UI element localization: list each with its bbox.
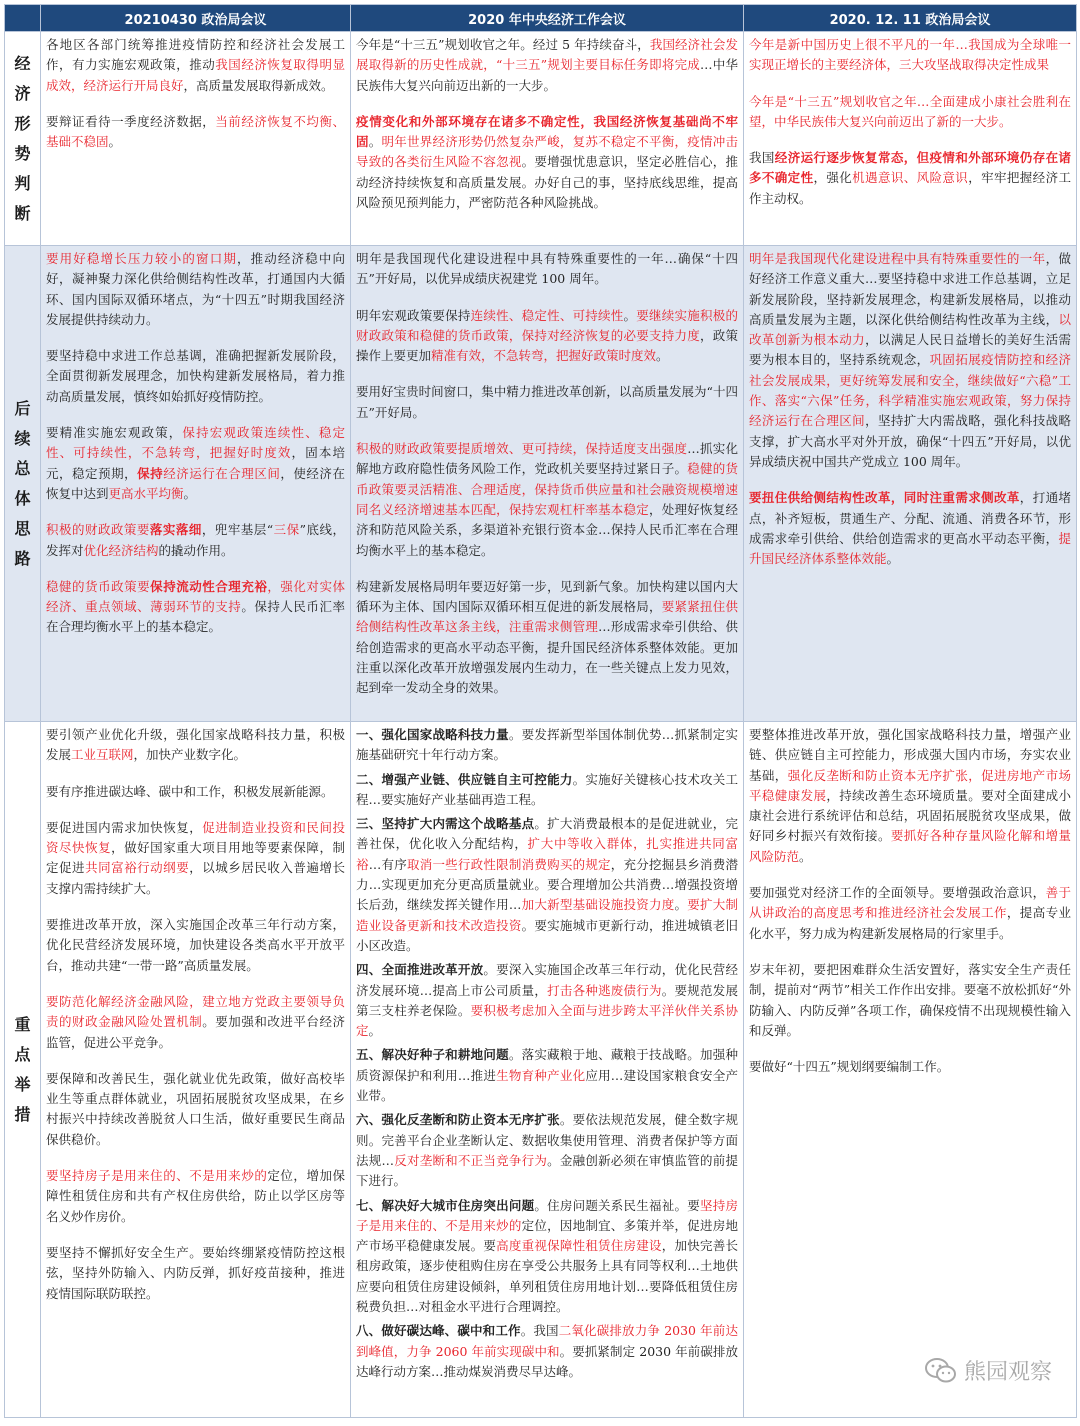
text-run: ，做好国家重大项目用地等要素保障，制定促进 (46, 840, 345, 876)
cell-paragraph (46, 782, 345, 802)
text-run: 优化经济结构 (83, 542, 159, 558)
text-run: ，强化 (813, 170, 853, 186)
text-run: 落实落细 (149, 522, 202, 538)
text-run: ，政策操作上要更加 (356, 327, 738, 364)
text-run: 要用好宝贵时间窗口，集中精力推进改革创新，以高质量发展为“十四五”开好局。 (356, 384, 738, 420)
header-row (5, 5, 1077, 32)
text-run: 疫情变化和外部环境存在诸多不确定性，我国经济恢复基础尚不牢固 (356, 113, 738, 150)
text-run: 定位，因地制宜、多策并举，促进房地产市场平稳健康发展。要 (356, 1217, 738, 1254)
row-label-char: 判 (14, 173, 31, 193)
row-economic-assessment (5, 32, 1077, 246)
cell-paragraph (749, 725, 1071, 867)
watermark (924, 1355, 1052, 1386)
text-run: 的撬动作用。 (158, 542, 234, 558)
text-run: 二氧化碳排放力争 2030 年前达到峰值，力争 2060 年前实现碳中和 (356, 1323, 738, 1359)
cell-paragraph (749, 249, 1071, 472)
text-run: ，持续改善生态环境质量。要对全面建成小康社会进行系统评估和总结，巩固拓展脱贫攻坚成果，做好同乡村振兴有效衔接。 (749, 787, 1071, 844)
text-run: 。要实施城市更新行动，推进城镇老旧小区改造。 (356, 917, 738, 953)
text-run: …形成需求牵引供给、供给创造需求的更高水平动态平衡，提升国民经济体系整体效能。更加注重以深化改革开放增强发展内生动力，在一些关键点上发力见效，起到牵一发动全身的效果。 (356, 619, 738, 696)
header-col-1: 20210430 政治局会议 (41, 5, 351, 32)
text-run: 一、强化国家战略科技力量 (356, 727, 509, 742)
text-run: …有序 (368, 856, 407, 872)
cell-paragraph (749, 960, 1071, 1041)
cell-paragraph (356, 814, 738, 956)
text-run: 今年是“十三五”规划收官之年。经过 5 年持续奋斗， (356, 37, 650, 52)
text-run: 促进制造业投资和民间投资尽快恢复 (46, 819, 345, 856)
row-label (5, 722, 41, 1418)
cell-paragraph (46, 725, 345, 766)
text-run: ，高质量发展取得新成效。 (183, 77, 334, 93)
row-label-char: 体 (14, 488, 31, 508)
cell-col-2 (351, 722, 744, 1418)
text-run: 要引领产业优化升级，强化国家战略科技力量，积极发展 (46, 727, 345, 763)
cell-col-2 (351, 246, 744, 722)
row-label-char: 思 (14, 518, 31, 538)
text-run: ，坚持扩大内需战略，强化科技战略支撑，扩大高水平对外开放，确保“十四五”开好局，以优异成绩庆祝中国共产党成立 100 周年。 (749, 413, 1071, 469)
text-run: 岁末年初，要把困难群众生活安置好，落实安全生产责任制，提前对“两节”相关工作作出安排。要毫不放松抓好“外防输入、内防反弹”各项工作，确保疫情不出现规模性输入和反弹。 (749, 961, 1071, 1038)
text-run: ，加快完善长租房政策，逐步使租购住房在享受公共服务上具有同等权利…土地供应要向租赁住房建设倾斜，单列租赁住房用地计划…要降低租赁住房税费负担…对租金水平进行合理调控。 (356, 1238, 738, 1315)
text-run: 要辩证看待一季度经济数据， (46, 113, 216, 129)
text-run: 。要增强忧患意识，坚定必胜信心，推动经济持续恢复和高质量发展。办好自己的事，坚持底线思维，提高风险预见预判能力，严密防范各种风险挑战。 (356, 154, 738, 211)
cell-paragraph (356, 439, 738, 561)
text-run: ，充分挖掘县乡消费潜力…实现更加充分更高质量就业。要合理增加公共消费…增强投资增长后劲，继续发挥关键作用… (356, 856, 738, 913)
cell-col-1 (41, 722, 351, 1418)
text-run: 三、坚持扩大内需这个战略基点 (356, 816, 535, 832)
text-run: 我国 (749, 150, 775, 166)
cell-paragraph (46, 249, 345, 330)
cell-paragraph (749, 92, 1071, 133)
text-run: 我国经济社会发展取得新的历史性成就，“十三五”规划主要目标任务即将完成 (356, 37, 738, 73)
text-run: 。 (656, 348, 669, 364)
text-run: 共同富裕行动纲要 (85, 860, 190, 876)
text-run: 。要深入实施国企改革三年行动，优化民营经济发展环境…提高上市公司质量， (356, 962, 738, 998)
text-run: 今年是“十三五”规划收官之年…全面建成小康社会胜利在望，中华民族伟大复兴向前迈出了新的一大步。 (749, 93, 1071, 129)
text-run: 。我国 (520, 1323, 559, 1339)
cell-paragraph (356, 1196, 738, 1318)
header-col-3: 2020. 12. 11 政治局会议 (744, 5, 1077, 32)
text-run: 。 (623, 307, 637, 323)
cell-paragraph (46, 1166, 345, 1227)
text-run: 定位，增加保障性租赁住房和共有产权住房供给，防止以学区房等名义炒作房价。 (46, 1168, 345, 1224)
text-run: ，强化对实体经济、重点领域、薄弱环节的支持 (46, 578, 345, 615)
text-run: 当前经济恢复不均衡、基础不稳固 (46, 113, 345, 150)
text-run: 要推进改革开放，深入实施国企改革三年行动方案，优化民营经济发展环境，加快建设各类高水平开放平台，推动共建“一带一路”高质量发展。 (46, 917, 345, 973)
text-run: 。 (674, 897, 688, 913)
text-run: 。要依法规范发展，健全数字规则。完善平台企业垄断认定、数据收集使用管理、消费者保护等方面法规… (356, 1112, 738, 1168)
text-run: 明年宏观政策要保持 (356, 307, 471, 323)
cell-paragraph (749, 148, 1071, 209)
text-run: 连续性、稳定性、可持续性 (470, 307, 624, 323)
text-run: 。 (886, 551, 900, 567)
text-run: 明年世界经济形势仍然复杂严峻，复苏不稳定不平衡，疫情冲击导致的各类衍生风险不容忽视 (356, 134, 738, 170)
cell-paragraph (356, 1110, 738, 1191)
cell-paragraph (46, 915, 345, 976)
text-run: 保持 (137, 465, 164, 481)
text-run: 今年是新中国历史上很不平凡的一年…我国成为全球唯一实现正增长的主要经济体，三大攻坚战取得决定性成果 (749, 37, 1071, 73)
text-run: ，打通堵点，补齐短板，贯通生产、分配、流通、消费各环节，形成需求牵引供给、供给创造需求的更高水平动态平衡， (749, 490, 1071, 546)
text-run: 打击各种逃废债行为 (547, 982, 662, 998)
cell-paragraph (356, 770, 738, 811)
text-run: …抓实化解地方政府隐性债务风险工作，党政机关要坚持过紧日子。 (356, 441, 738, 477)
text-run: 要用好稳增长压力较小的窗口期 (46, 251, 237, 266)
text-run: 。 (799, 848, 812, 864)
text-run: 要精准实施宏观政策， (46, 425, 183, 441)
text-run: 要保障和改善民生，强化就业优先政策，做好高校毕业生等重点群体就业，巩固拓展脱贫攻坚成果，在乡村振兴中持续改善脱贫人口生活，做好重要民生商品保供稳价。 (46, 1070, 345, 1147)
text-run: 高度重视保障性租赁住房建设 (496, 1238, 662, 1254)
cell-paragraph (356, 249, 738, 290)
row-label-char: 势 (14, 143, 31, 163)
wechat-icon (924, 1357, 958, 1385)
text-run: 四、全面推进改革开放 (356, 962, 484, 978)
cell-paragraph (46, 1243, 345, 1304)
text-run: ，提高专业化水平，努力成为构建新发展格局的行家里手。 (749, 905, 1071, 941)
cell-paragraph (356, 382, 738, 423)
text-run: 生物育种产业化 (496, 1067, 586, 1083)
text-run: 明年是我国现代化建设进程中具有特殊重要性的一年 (749, 251, 1046, 266)
text-run: 二、增强产业链、供应链自主可控能力 (356, 771, 573, 787)
text-run: 。要发挥新型举国体制优势…抓紧制定实施基础研究十年行动方案。 (356, 727, 738, 763)
cell-col-1 (41, 246, 351, 722)
text-run: 更高水平均衡 (108, 485, 184, 501)
text-run: 。要抓紧制定 2030 年前碳排放达峰行动方案…推动煤炭消费尽早达峰。 (356, 1343, 738, 1379)
row-label (5, 32, 41, 246)
cell-paragraph (356, 960, 738, 1041)
cell-col-3 (744, 722, 1077, 1418)
text-run: …中华民族伟大复兴向前迈出新的一大步。 (356, 57, 738, 93)
text-run: 。落实藏粮于地、藏粮于技战略。加强种质资源保护和利用…推进 (356, 1047, 738, 1083)
text-run: 我国经济恢复取得明显成效，经济运行开局良好 (46, 57, 345, 93)
text-run: 善于从讲政治的高度思考和推进经济社会发展工作 (749, 885, 1071, 921)
text-run: 。保持人民币汇率在合理均衡水平上的基本稳定。 (46, 599, 345, 635)
text-run: 稳健的货币政策要 (46, 578, 151, 594)
text-run: 巩固拓展疫情防控和经济社会发展成果，更好统筹发展和安全，继续做好“六稳”工作、落实“六保”任务，科学精准实施宏观政策，努力保持经济运行在合理区间 (749, 352, 1071, 429)
text-run: 。 (108, 134, 122, 150)
text-run: ，使经济在恢复中达到 (46, 465, 345, 501)
text-run: 要加强党对经济工作的全面领导。要增强政治意识， (749, 885, 1046, 901)
header-col-2: 2020 年中央经济工作会议 (351, 5, 744, 32)
text-run: 。 (368, 134, 382, 150)
comparison-table (4, 4, 1077, 1418)
text-run: ，固本培元，稳定预期， (46, 445, 345, 481)
text-run: 六、强化反垄断和防止资本无序扩张 (356, 1112, 560, 1128)
text-run: ，牢牢把握经济工作主动权。 (749, 170, 1071, 206)
cell-col-1 (41, 32, 351, 246)
cell-paragraph (356, 112, 738, 213)
text-run: 要防范化解经济金融风险，建立地方党政主要领导负责的财政金融风险处置机制 (46, 993, 345, 1030)
row-label-char: 点 (14, 1044, 31, 1064)
text-run: 强化反垄断和防止资本无序扩张，促进房地产市场平稳健康发展 (749, 767, 1071, 803)
text-run: ，以满足人民日益增长的美好生活需要为根本目的，坚持系统观念， (749, 332, 1071, 368)
cell-paragraph (749, 883, 1071, 944)
cell-paragraph (356, 577, 738, 699)
cell-paragraph (46, 577, 345, 638)
text-run: 要有序推进碳达峰、碳中和工作，积极发展新能源。 (46, 783, 334, 799)
cell-col-3 (744, 246, 1077, 722)
text-run: 机遇意识、风险意识 (852, 170, 969, 186)
cell-paragraph (46, 346, 345, 407)
text-run: 经济运行逐步恢复常态，但疫情和外部环境仍存在诸多不确定性 (749, 150, 1071, 186)
text-run: 要扭住供给侧结构性改革，同时注重 (749, 490, 956, 506)
cell-paragraph (46, 35, 345, 96)
text-run: 要做好“十四五”规划纲要编制工作。 (749, 1059, 950, 1075)
text-run: 。 (368, 1023, 382, 1039)
cell-paragraph (46, 818, 345, 899)
text-run: ，推动经济稳中向好，凝神聚力深化供给侧结构性改革，打通国内大循环、国内国际双循环堵点，为“十四五”时期我国经济发展提供持续动力。 (46, 251, 345, 327)
cell-paragraph (356, 35, 738, 96)
text-run: 积极的财政政策要 (46, 522, 150, 538)
text-run: 稳健的货币政策要灵活精准、合理适度，保持货币供应量和社会融资规模增速同名义经济增速基本匹配，保持宏观杠杆率基本稳定 (356, 461, 738, 517)
row-label-char: 总 (14, 458, 31, 478)
text-run: 要积极考虑加入全面与进步跨太平洋伙伴关系协定 (356, 1002, 738, 1039)
text-run: ，加快产业数字化。 (133, 747, 247, 763)
text-run: 。实施好关键核心技术攻关工程…要实施好产业基础再造工程。 (356, 771, 738, 807)
row-overall-approach (5, 246, 1077, 722)
text-run: 扩大中等收入群体，扎实推进共同富裕 (356, 836, 738, 872)
text-run: 三保 (273, 522, 300, 538)
row-label-char: 路 (14, 548, 31, 568)
cell-paragraph (356, 306, 738, 367)
row-label (5, 246, 41, 722)
row-label-char: 续 (14, 428, 31, 448)
cell-paragraph (749, 35, 1071, 76)
text-run: 需求侧改革 (955, 490, 1020, 506)
text-run: 要促进国内需求加快恢复， (46, 819, 203, 835)
row-label-char: 经 (14, 53, 31, 73)
text-run: 坚持房子是用来住的、不是用来炒的 (356, 1197, 738, 1233)
text-run: 反对垄断和不正当竞争行为 (393, 1152, 548, 1168)
text-run: 。住房问题关系民生福祉。要 (534, 1197, 700, 1213)
row-label-char: 济 (14, 83, 31, 103)
text-run: 要继续实施积极的财政政策和稳健的货币政策，保持对经济恢复的必要支持力度 (356, 307, 738, 343)
text-run: 各地区各部门统筹推进疫情防控和经济社会发展工作，有力实施宏观政策，推动 (46, 37, 345, 73)
row-key-measures (5, 722, 1077, 1418)
cell-paragraph (749, 488, 1071, 569)
text-run: 工业互联网 (71, 747, 134, 763)
cell-paragraph (356, 1321, 738, 1382)
text-run: 。金融创新必须在审慎监管的前提下进行。 (356, 1152, 738, 1189)
text-run: ，兜牢基层“ (201, 522, 274, 538)
row-label-char: 重 (14, 1014, 31, 1034)
cell-paragraph (46, 992, 345, 1053)
text-run: 经济运行在合理区间 (163, 465, 281, 481)
text-run: 。扩大消费最根本的是促进就业，完善社保，优化收入分配结构， (356, 816, 738, 852)
text-run: 要坚持房子是用来住的、不是用来炒的 (46, 1168, 268, 1184)
row-label-char: 断 (14, 203, 31, 223)
text-run: 五、解决好种子和耕地问题 (356, 1047, 509, 1063)
row-label-char: 措 (14, 1104, 31, 1124)
text-run: 要紧紧扭住供给侧结构性改革这条主线，注重需求侧管理 (356, 599, 738, 635)
text-run: ，处理好恢复经济和防范风险关系，多渠道补充银行资本金…保持人民币汇率在合理均衡水平上的基本稳定。 (356, 501, 738, 558)
cell-paragraph (46, 520, 345, 561)
text-run: 加大新型基础设施投资力度 (521, 897, 675, 913)
text-run: 要整体推进改革开放，强化国家战略科技力量，增强产业链、供应链自主可控能力，形成强大国内市场，夯实农业基础， (749, 727, 1071, 783)
text-run: 要扩大制造业设备更新和技术改造投资 (356, 897, 738, 933)
text-run: 七、解决好大城市住房突出问题 (356, 1197, 535, 1213)
cell-paragraph (46, 1069, 345, 1150)
text-run: 以改革创新为根本动力 (749, 311, 1071, 348)
text-run: 保持流动性合理充裕 (150, 578, 268, 594)
text-run: 明年是我国现代化建设进程中具有特殊重要性的一年…确保“十四五”开好局，以优异成绩庆祝建党 100 周年。 (356, 251, 738, 287)
text-run: 。 (183, 485, 197, 501)
watermark-text: 熊园观察 (963, 1360, 1052, 1385)
cell-col-2 (351, 32, 744, 246)
row-label-char: 形 (14, 113, 31, 133)
row-label-char: 后 (14, 398, 31, 418)
text-run: 八、做好碳达峰、碳中和工作 (356, 1323, 521, 1339)
text-run: 精准有效，不急转弯，把握好政策时度效 (431, 348, 657, 364)
cell-paragraph (46, 423, 345, 504)
text-run: 要坚持稳中求进工作总基调，准确把握新发展阶段，全面贯彻新发展理念，加快构建新发展格局，着力推动高质量发展，慎终如始抓好疫情防控。 (46, 348, 345, 404)
header-corner (5, 5, 41, 32)
text-run: 积极的财政政策要提质增效、更可持续，保持适度支出强度 (356, 441, 688, 457)
text-run: 。要规范发展第三支柱养老保险。 (356, 982, 738, 1018)
text-run: 保持宏观政策连续性、稳定性、可持续性，不急转弯，把握好时度效 (46, 425, 345, 461)
text-run: 要抓好各种存量风险化解和增量风险防范 (749, 828, 1071, 864)
text-run: ，以城乡居民收入普遍增长支撑内需持续扩大。 (46, 860, 345, 896)
text-run: ，做好经济工作意义重大…要坚持稳中求进工作总基调，立足新发展阶段，坚持新发展理念，构建新发展格局，以推动高质量发展为主题，以深化供给侧结构性改革为主线， (749, 251, 1071, 327)
cell-paragraph (749, 1057, 1071, 1077)
row-label-char: 举 (14, 1074, 31, 1094)
text-run: 提升国民经济体系整体效能 (749, 530, 1071, 567)
cell-paragraph (46, 112, 345, 153)
text-run: 构建新发展格局明年要迈好第一步，见到新气象。加快构建以国内大循环为主体、国内国际双循环相互促进的新发展格局， (356, 578, 738, 615)
text-run: 要坚持不懈抓好安全生产。要始终绷紧疫情防控这根弦，坚持外防输入、内防反弹，抓好疫苗接种，推进疫情国际联防联控。 (46, 1244, 345, 1301)
text-run: 取消一些行政性限制消费购买的规定 (406, 856, 611, 872)
text-run: 应用…建设国家粮食安全产业带。 (356, 1067, 738, 1104)
text-run: 。要加强和改进平台经济监管，促进公平竞争。 (46, 1014, 345, 1050)
cell-col-3 (744, 32, 1077, 246)
text-run: ”底线，发挥对 (46, 522, 345, 558)
cell-paragraph (356, 725, 738, 766)
cell-paragraph (356, 1045, 738, 1106)
